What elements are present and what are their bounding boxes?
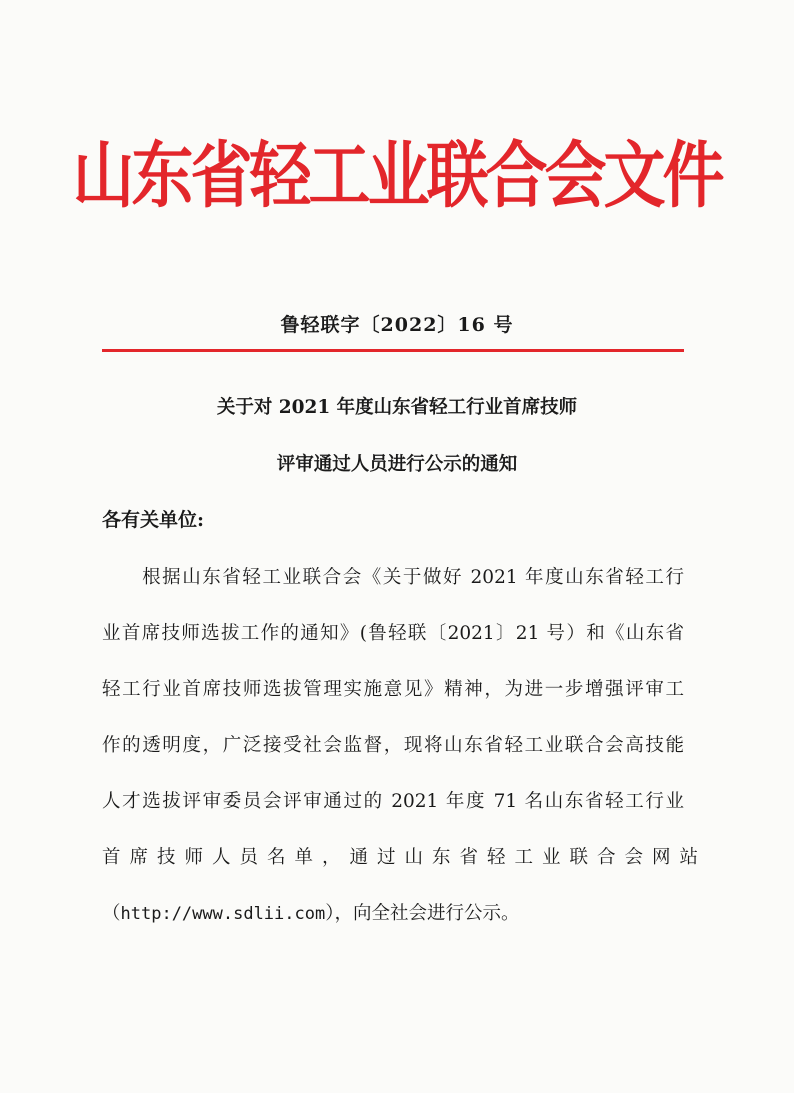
body-line: 作的透明度，广泛接受社会监督，现将山东省轻工业联合会高技能 [102, 735, 684, 756]
body-line: 业首席技师选拔工作的通知》(鲁轻联〔2021〕21 号）和《山东省 [102, 623, 684, 644]
salutation: 各有关单位: [102, 509, 205, 531]
document-number: 鲁轻联字〔2022〕16 号 [280, 314, 514, 336]
website-link[interactable]: http://www.sdlii.com [120, 904, 326, 924]
body-line: 人才选拔评审委员会评审通过的 2021 年度 71 名山东省轻工行业 [102, 791, 684, 812]
body-line: 首席技师人员名单，通过山东省轻工业联合会网站 [102, 847, 708, 868]
notice-title-line-2: 评审通过人员进行公示的通知 [276, 454, 518, 475]
body-last-line [102, 899, 684, 925]
body-line: 轻工行业首席技师选拔管理实施意见》精神，为进一步增强评审工 [102, 679, 684, 700]
masthead-title: 山东省轻工业联合会文件 [72, 133, 722, 218]
red-divider [102, 349, 684, 352]
body-line: 根据山东省轻工业联合会《关于做好 2021 年度山东省轻工行 [102, 567, 684, 588]
notice-title-line-1: 关于对 2021 年度山东省轻工行业首席技师 [216, 397, 578, 418]
paren-open: （ [102, 903, 121, 924]
body-last-line-text: ），向全社会进行公示。 [325, 903, 520, 924]
